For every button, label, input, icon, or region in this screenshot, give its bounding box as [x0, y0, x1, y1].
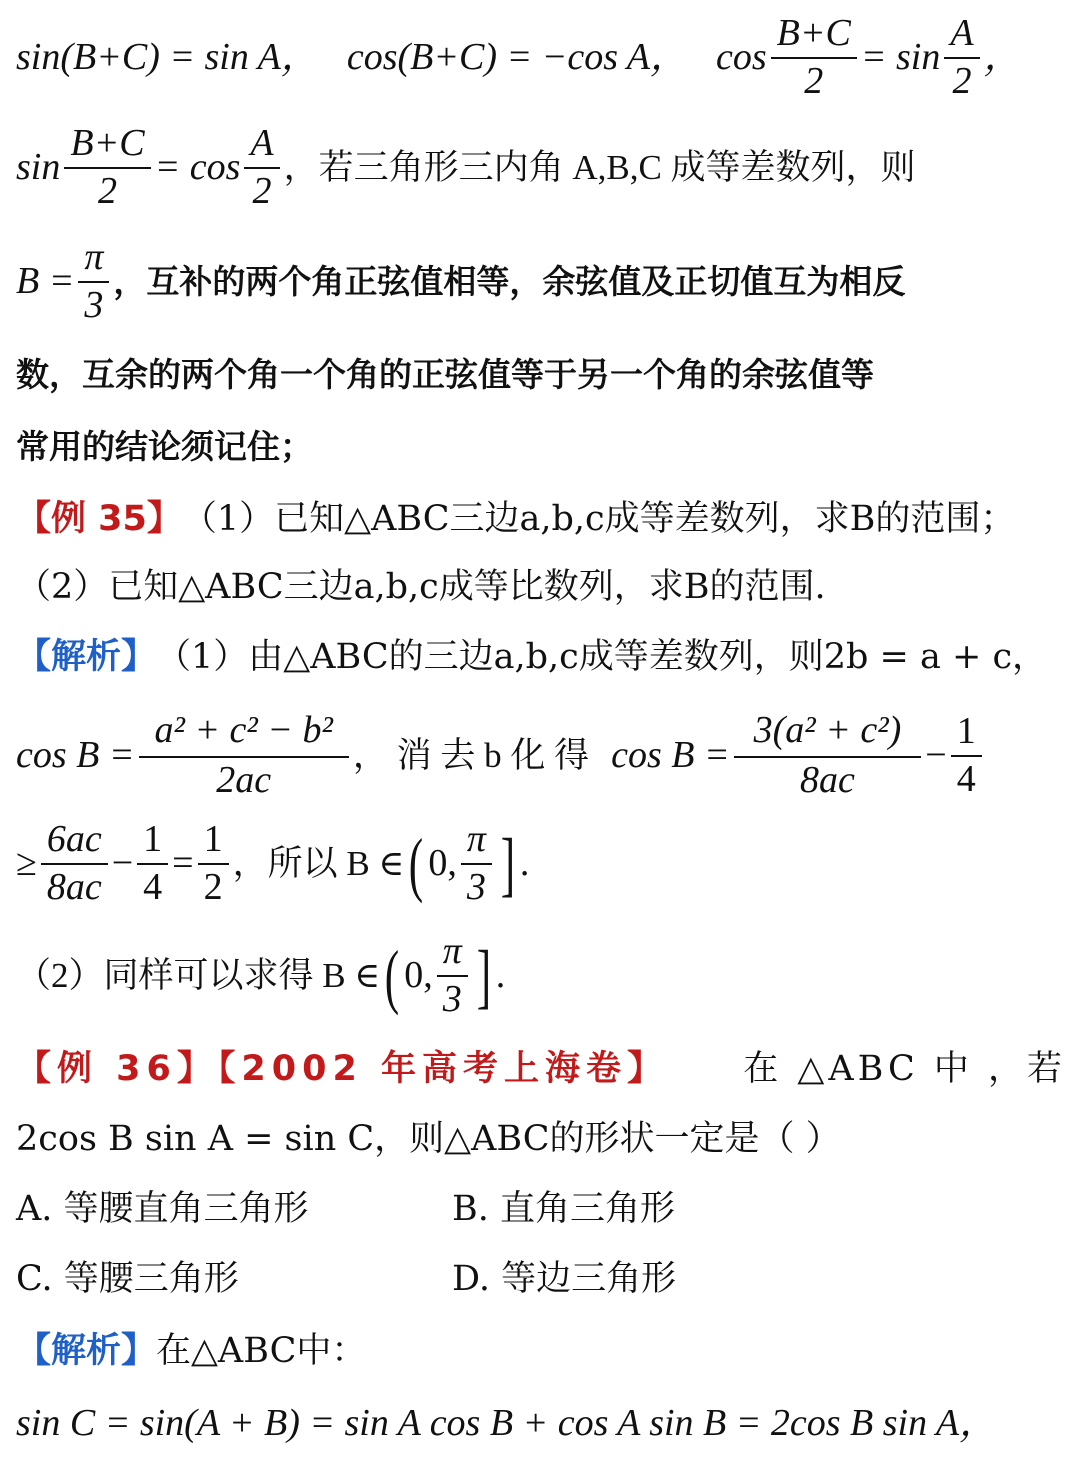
- fraction-one-half: $\frac{1}{2}$: [198, 819, 229, 909]
- example-36-tag: 【例 36】【2002 年高考上海卷】: [16, 1049, 668, 1089]
- example-35-line-2: [16, 562, 1066, 612]
- fraction-6ac-over-8ac: $\frac{6ac}{8ac}$: [41, 819, 108, 909]
- b-equals: B =: [16, 260, 75, 303]
- option-c: C. 等腰三角形: [16, 1259, 239, 1299]
- identity-line-2: [16, 122, 1066, 212]
- fraction-pi-over-3-interval-2: $\frac{\pi}{3}$: [437, 931, 468, 1021]
- example-36-intro: 在 △ABC 中 ，若: [743, 1049, 1066, 1089]
- interval-zero-2: 0,: [404, 954, 433, 997]
- solution-36-intro: 在△ABC中：: [156, 1331, 367, 1371]
- example-35-tag: 【例 35】: [16, 499, 182, 539]
- example-36-line-2: [16, 1114, 1066, 1164]
- fraction-a-over-2: $\frac{A}{2}$: [944, 13, 979, 103]
- interval-zero: 0,: [428, 842, 457, 885]
- fraction-b-plus-c-over-2-b: $\frac{B+C}{2}$: [64, 123, 150, 213]
- fraction-law-of-cosines: $\frac{\text{a² + c² − b²}}{2ac}$: [139, 710, 349, 802]
- geq-sign: ≥: [16, 842, 37, 885]
- interval-right-bracket: ]: [500, 824, 516, 904]
- equals-sign: =: [172, 842, 194, 885]
- therefore-b-in: ，所以 B ∈: [232, 844, 405, 883]
- option-b: B. 直角三角形: [452, 1189, 675, 1229]
- example-36-line-1: [16, 1044, 1066, 1094]
- fraction-a-over-2-b: $\frac{A}{2}$: [244, 123, 279, 213]
- period: .: [519, 842, 530, 885]
- fraction-pi-over-3-interval: $\frac{\pi}{3}$: [461, 819, 492, 909]
- identity-sin-b-plus-c: sin(B+C) = sin A，: [16, 36, 319, 79]
- solution-36-formula: sin C = sin(A + B) = sin A cos B + cos A sin B = 2cos B sin A，: [16, 1402, 998, 1445]
- solution-35-line-3: [16, 814, 1066, 914]
- complementary-angles-text: 数，互余的两个角一个角的正弦值等于另一个角的余弦值等: [16, 355, 874, 395]
- interval-right-bracket-2: ]: [476, 936, 491, 1016]
- interval-left-paren-2: (: [385, 936, 400, 1016]
- equals-cos: = cos: [154, 146, 241, 189]
- supplementary-angles-text: ，互补的两个角正弦值相等，余弦值及正切值互为相反: [113, 262, 906, 302]
- fraction-b-plus-c-over-2: $\frac{B+C}{2}$: [771, 13, 857, 103]
- example-35-line-1: [16, 494, 1066, 544]
- part-2-answer-text: （2）同样可以求得 B ∈: [16, 956, 381, 995]
- solution-36-line-2: [16, 1396, 1066, 1452]
- solution-35-tag: 【解析】: [16, 637, 157, 677]
- fraction-one-quarter-2: $\frac{1}{4}$: [137, 819, 168, 909]
- solution-36-tag: 【解析】: [16, 1331, 157, 1371]
- example-36-options-row-2: [16, 1254, 1066, 1304]
- example-36-options-row-1: [16, 1184, 1066, 1234]
- solution-36-line-1: [16, 1326, 1066, 1376]
- fraction-pi-over-3: $\frac{\pi}{3}$: [78, 237, 109, 327]
- sin-label: sin: [16, 146, 61, 189]
- interval-left-paren: (: [409, 824, 424, 904]
- identity-line-1: [16, 12, 1066, 102]
- solution-35-intro: （1）由△ABC的三边a,b,c成等差数列，则2b = a + c，: [156, 637, 1048, 677]
- remember-line: [16, 422, 1066, 472]
- remember-text: 常用的结论须记住；: [16, 427, 313, 467]
- cos-label: cos: [716, 36, 767, 79]
- example-36-condition: 2cos B sin A = sin C，则△ABC的形状一定是（ ）: [16, 1119, 841, 1159]
- fraction-3-a2-c2-over-8ac: $\frac{\text{3(a² + c²)}}{8ac}$: [734, 710, 922, 802]
- equals-sin: = sin: [860, 36, 941, 79]
- option-a: A. 等腰直角三角形: [16, 1189, 309, 1229]
- cos-b-equals: cos B =: [16, 734, 135, 777]
- example-35-question-2: （2）已知△ABC三边a,b,c成等比数列，求B的范围.: [16, 567, 826, 607]
- solution-35-line-4: [16, 926, 1066, 1026]
- identity-line-3: [16, 236, 1066, 326]
- minus-sign: −: [925, 734, 947, 777]
- arithmetic-sequence-text: ，若三角形三内角 A,B,C 成等差数列，则: [283, 148, 916, 187]
- complementary-angles-line: [16, 350, 1066, 400]
- minus-sign-2: −: [111, 842, 134, 885]
- cos-b-equals-2: cos B =: [611, 734, 730, 777]
- solution-35-line-2: [16, 706, 1066, 806]
- example-35-question-1: （1）已知△ABC三边a,b,c成等差数列，求B的范围；: [181, 499, 1016, 539]
- identity-cos-b-plus-c: cos(B+C) = −cos A，: [346, 36, 689, 79]
- option-d: D. 等边三角形: [452, 1259, 677, 1299]
- period-2: .: [495, 954, 506, 997]
- fraction-one-quarter: $\frac{1}{4}$: [951, 711, 982, 801]
- solution-35-line-1: [16, 632, 1066, 682]
- comma: ，: [983, 36, 1022, 79]
- eliminate-b-text: ， 消 去 b 化 得: [352, 736, 590, 775]
